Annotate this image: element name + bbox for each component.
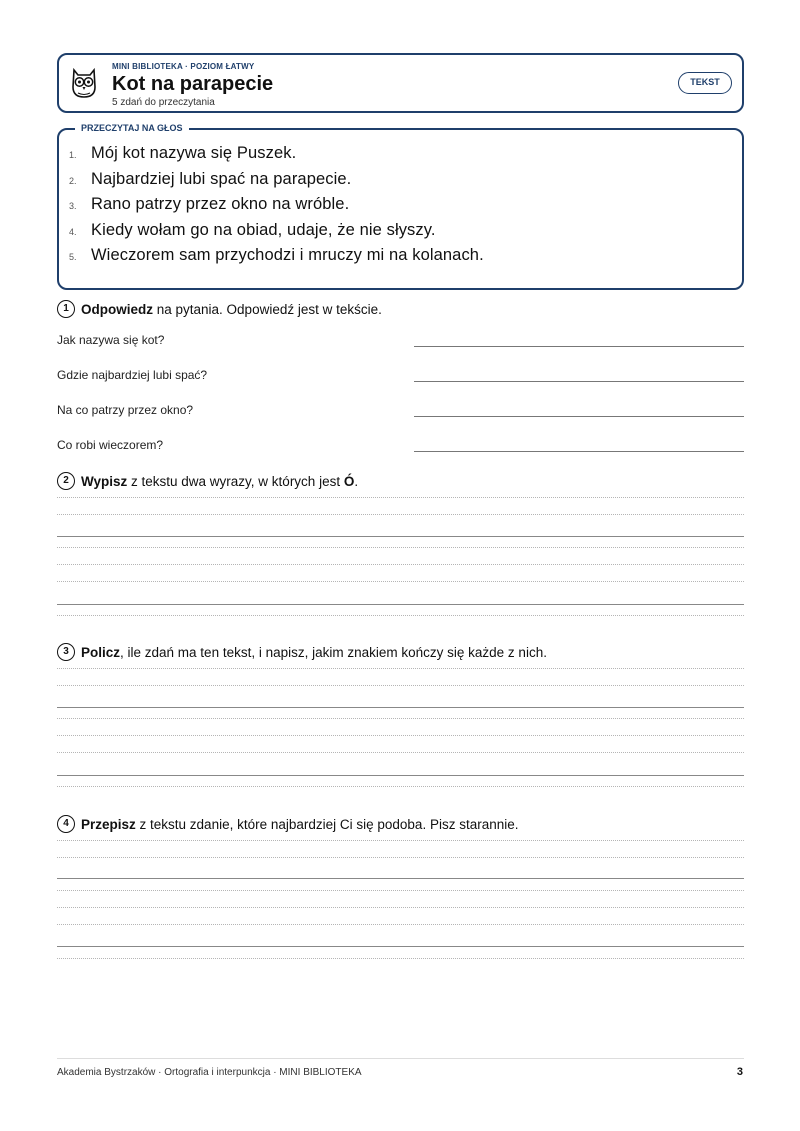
answer-line[interactable] (414, 416, 744, 417)
base-line (57, 707, 744, 708)
task-number-badge: 4 (57, 815, 75, 833)
base-line (57, 946, 744, 947)
guide-line (57, 547, 744, 548)
question-text: Na co patrzy przez okno? (57, 403, 194, 417)
sentence-item (69, 195, 729, 221)
task-instruction: z tekstu zdanie, które najbardziej Ci się podoba. Pisz starannie. (135, 817, 519, 832)
sentence-text: Mój kot nazywa się Puszek. (91, 144, 297, 162)
task-verb: Wypisz (81, 474, 128, 489)
task-number-badge: 2 (57, 472, 75, 490)
guide-line (57, 907, 744, 908)
writing-area[interactable] (57, 497, 744, 622)
sentence-number: 1. (69, 150, 77, 160)
question-text: Gdzie najbardziej lubi spać? (57, 368, 208, 382)
sentence-number: 2. (69, 175, 77, 186)
footer-divider (57, 1058, 744, 1059)
guide-line (57, 786, 744, 787)
question-row (57, 329, 744, 353)
guide-line (57, 668, 744, 669)
owl-icon (69, 67, 99, 99)
guide-line (57, 497, 744, 498)
base-line (57, 775, 744, 776)
page-title: Kot na parapecie (112, 73, 274, 95)
sentence-text: Rano patrzy przez okno na wróble. (91, 195, 350, 213)
sentence-item (69, 221, 729, 247)
task-verb: Policz (81, 645, 121, 660)
task-instruction: z tekstu dwa wyrazy, w których jest (127, 474, 344, 489)
guide-line (57, 840, 744, 841)
task-punct: . (354, 474, 359, 489)
reading-label: PRZECZYTAJ NA GŁOS (75, 123, 189, 133)
guide-line (57, 857, 744, 858)
text-type-badge: TEKST (678, 72, 732, 94)
writing-area[interactable] (57, 840, 744, 965)
sentence-number: 3. (69, 201, 77, 211)
sentence-text: Kiedy wołam go na obiad, udaje, że nie słyszy. (91, 220, 436, 239)
page-subtitle: 5 zdań do przeczytania (112, 97, 215, 108)
sentence-item (69, 246, 729, 272)
sentence-item (69, 170, 729, 196)
sentence-number: 5. (69, 252, 77, 262)
guide-line (57, 890, 744, 891)
guide-line (57, 924, 744, 925)
series-label: MINI BIBLIOTEKA · POZIOM ŁATWY (112, 62, 255, 71)
guide-line (57, 615, 744, 616)
task-number-badge: 1 (57, 300, 75, 318)
guide-line (57, 735, 744, 736)
task-letter: Ó (343, 474, 355, 489)
question-row (57, 364, 744, 388)
footer-text: Akademia Bystrzaków · Ortografia i interpunkcja · MINI BIBLIOTEKA (57, 1067, 362, 1078)
question-text: Co robi wieczorem? (57, 438, 164, 452)
task-verb: Odpowiedz (81, 302, 153, 317)
sentence-item (69, 144, 729, 170)
base-line (57, 604, 744, 605)
base-line (57, 536, 744, 537)
guide-line (57, 685, 744, 686)
task-2-heading (57, 474, 358, 490)
sentence-text: Najbardziej lubi spać na parapecie. (91, 169, 352, 188)
sentence-list (69, 144, 729, 272)
task-instruction: , ile zdań ma ten tekst, i napisz, jakim znakiem kończy się każde z nich. (120, 645, 547, 660)
guide-line (57, 581, 744, 582)
guide-line (57, 718, 744, 719)
question-row (57, 434, 744, 458)
question-row (57, 399, 744, 423)
task-verb: Przepisz (81, 817, 136, 832)
answer-line[interactable] (414, 346, 744, 347)
page-number: 3 (736, 1066, 743, 1078)
task-4-heading (57, 817, 519, 833)
guide-line (57, 514, 744, 515)
question-text: Jak nazywa się kot? (57, 333, 165, 347)
task-3-heading (57, 645, 547, 661)
guide-line (57, 958, 744, 959)
guide-line (57, 564, 744, 565)
answer-line[interactable] (414, 381, 744, 382)
guide-line (57, 752, 744, 753)
writing-area[interactable] (57, 668, 744, 793)
base-line (57, 878, 744, 879)
sentence-number: 4. (69, 226, 77, 237)
task-instruction: na pytania. Odpowiedź jest w tekście. (153, 302, 382, 317)
header-box (57, 53, 744, 113)
task-1-heading (57, 302, 382, 318)
task-number-badge: 3 (57, 643, 75, 661)
sentence-text: Wieczorem sam przychodzi i mruczy mi na kolanach. (91, 246, 484, 264)
reading-box (57, 123, 744, 290)
answer-line[interactable] (414, 451, 744, 452)
